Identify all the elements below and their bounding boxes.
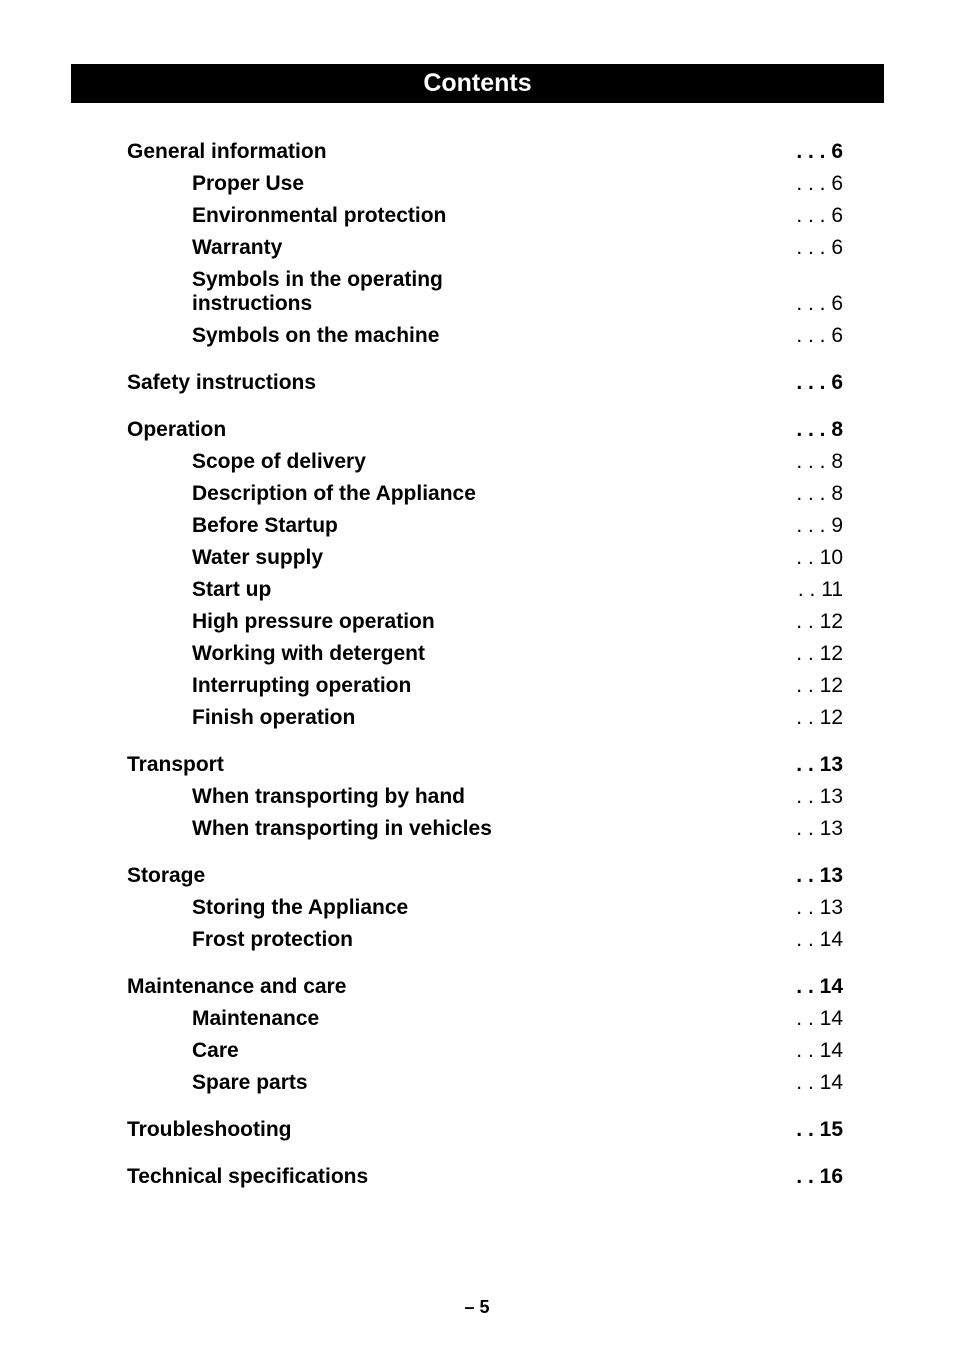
toc-section bbox=[127, 749, 843, 844]
toc-section-page: . . 14 bbox=[796, 975, 843, 998]
toc-section-heading[interactable] bbox=[127, 136, 843, 167]
toc-entry-label: Spare parts bbox=[192, 1071, 308, 1094]
toc-entry-page: . . . 9 bbox=[796, 514, 843, 537]
toc-entry-page: . . 10 bbox=[796, 546, 843, 569]
toc-entry-page: . . 14 bbox=[796, 1039, 843, 1062]
toc-section-heading[interactable] bbox=[127, 971, 843, 1002]
toc-section-heading[interactable] bbox=[127, 414, 843, 445]
toc-entry-page: . . 14 bbox=[796, 1071, 843, 1094]
contents-title-bar bbox=[71, 64, 884, 103]
toc-section-page: . . 13 bbox=[796, 864, 843, 887]
toc-entry-label: When transporting in vehicles bbox=[192, 817, 492, 840]
toc-section-label: Storage bbox=[127, 864, 206, 887]
toc-entry-label: Warranty bbox=[192, 236, 283, 259]
toc-entry[interactable] bbox=[127, 541, 843, 573]
toc-entry-page: . . 11 bbox=[797, 578, 843, 601]
table-of-contents bbox=[127, 136, 843, 1208]
toc-entry[interactable] bbox=[127, 605, 843, 637]
toc-entry-label: Working with detergent bbox=[192, 642, 425, 665]
toc-entry[interactable] bbox=[127, 669, 843, 701]
toc-entry-label: Interrupting operation bbox=[192, 674, 412, 697]
toc-entry[interactable] bbox=[127, 319, 843, 351]
toc-entry-label: Care bbox=[192, 1039, 239, 1062]
toc-entry[interactable] bbox=[127, 167, 843, 199]
toc-entry-page: . . . 8 bbox=[796, 450, 843, 473]
toc-section-label: Transport bbox=[127, 753, 224, 776]
toc-entry-page: . . . 6 bbox=[796, 236, 843, 259]
toc-entry[interactable] bbox=[127, 263, 843, 319]
toc-entry[interactable] bbox=[127, 1066, 843, 1098]
toc-section-label: Troubleshooting bbox=[127, 1118, 292, 1141]
toc-entry-page: . . 13 bbox=[796, 817, 843, 840]
toc-section-heading[interactable] bbox=[127, 1161, 843, 1192]
toc-entry-label: Environmental protection bbox=[192, 204, 447, 227]
toc-entry-label: Finish operation bbox=[192, 706, 356, 729]
toc-entry-label: Water supply bbox=[192, 546, 324, 569]
toc-entry-page: . . . 6 bbox=[796, 292, 843, 315]
toc-entry-label: Scope of delivery bbox=[192, 450, 366, 473]
toc-entry[interactable] bbox=[127, 477, 843, 509]
toc-entry[interactable] bbox=[127, 231, 843, 263]
toc-entry-label: Maintenance bbox=[192, 1007, 320, 1030]
toc-section-page: . . 16 bbox=[796, 1165, 843, 1188]
toc-entry-label: Storing the Appliance bbox=[192, 896, 409, 919]
toc-entry[interactable] bbox=[127, 780, 843, 812]
toc-entry-label: Proper Use bbox=[192, 172, 305, 195]
toc-section-page: . . . 6 bbox=[796, 140, 843, 163]
toc-section bbox=[127, 367, 843, 398]
toc-entry-label: Symbols on the machine bbox=[192, 324, 440, 347]
toc-entry-page: . . 14 bbox=[796, 1007, 843, 1030]
toc-section-page: . . . 8 bbox=[796, 418, 843, 441]
toc-entry[interactable] bbox=[127, 637, 843, 669]
toc-entry-page: . . 13 bbox=[796, 785, 843, 808]
toc-entry-page: . . 12 bbox=[796, 642, 843, 665]
toc-section-label: Maintenance and care bbox=[127, 975, 347, 998]
toc-section-page: . . 15 bbox=[796, 1118, 843, 1141]
toc-section-label: General information bbox=[127, 140, 327, 163]
toc-entry-page: . . 12 bbox=[796, 610, 843, 633]
toc-section-label: Technical specifications bbox=[127, 1165, 369, 1188]
toc-entry-label: Start up bbox=[192, 578, 272, 601]
toc-entry-page: . . . 8 bbox=[796, 482, 843, 505]
toc-section-page: . . 13 bbox=[796, 753, 843, 776]
toc-entry-label: Frost protection bbox=[192, 928, 353, 951]
toc-entry-page: . . 12 bbox=[796, 674, 843, 697]
toc-entry[interactable] bbox=[127, 573, 843, 605]
toc-entry[interactable] bbox=[127, 701, 843, 733]
toc-section-heading[interactable] bbox=[127, 367, 843, 398]
toc-entry-label: Symbols in the operating instructions bbox=[192, 268, 443, 315]
toc-entry-page: . . 14 bbox=[796, 928, 843, 951]
toc-entry-label: Description of the Appliance bbox=[192, 482, 476, 505]
toc-entry[interactable] bbox=[127, 923, 843, 955]
page-title: Contents bbox=[423, 69, 532, 97]
toc-entry[interactable] bbox=[127, 445, 843, 477]
toc-entry[interactable] bbox=[127, 1002, 843, 1034]
toc-section bbox=[127, 971, 843, 1098]
toc-section bbox=[127, 414, 843, 733]
toc-entry[interactable] bbox=[127, 199, 843, 231]
toc-entry[interactable] bbox=[127, 891, 843, 923]
toc-entry-page: . . 12 bbox=[796, 706, 843, 729]
toc-entry[interactable] bbox=[127, 812, 843, 844]
toc-section-heading[interactable] bbox=[127, 749, 843, 780]
toc-section-heading[interactable] bbox=[127, 860, 843, 891]
toc-entry-label: Before Startup bbox=[192, 514, 338, 537]
toc-section bbox=[127, 860, 843, 955]
toc-entry-label: High pressure operation bbox=[192, 610, 435, 633]
toc-section bbox=[127, 1114, 843, 1145]
toc-entry-page: . . . 6 bbox=[796, 172, 843, 195]
toc-section-label: Safety instructions bbox=[127, 371, 317, 394]
toc-section bbox=[127, 1161, 843, 1192]
toc-entry-page: . . . 6 bbox=[796, 324, 843, 347]
toc-entry[interactable] bbox=[127, 509, 843, 541]
toc-entry-page: . . . 6 bbox=[796, 204, 843, 227]
toc-section bbox=[127, 136, 843, 351]
toc-section-label: Operation bbox=[127, 418, 227, 441]
toc-section-page: . . . 6 bbox=[796, 371, 843, 394]
page-number: – 5 bbox=[464, 1297, 490, 1317]
toc-entry-label: When transporting by hand bbox=[192, 785, 465, 808]
toc-section-heading[interactable] bbox=[127, 1114, 843, 1145]
toc-entry[interactable] bbox=[127, 1034, 843, 1066]
toc-entry-page: . . 13 bbox=[796, 896, 843, 919]
